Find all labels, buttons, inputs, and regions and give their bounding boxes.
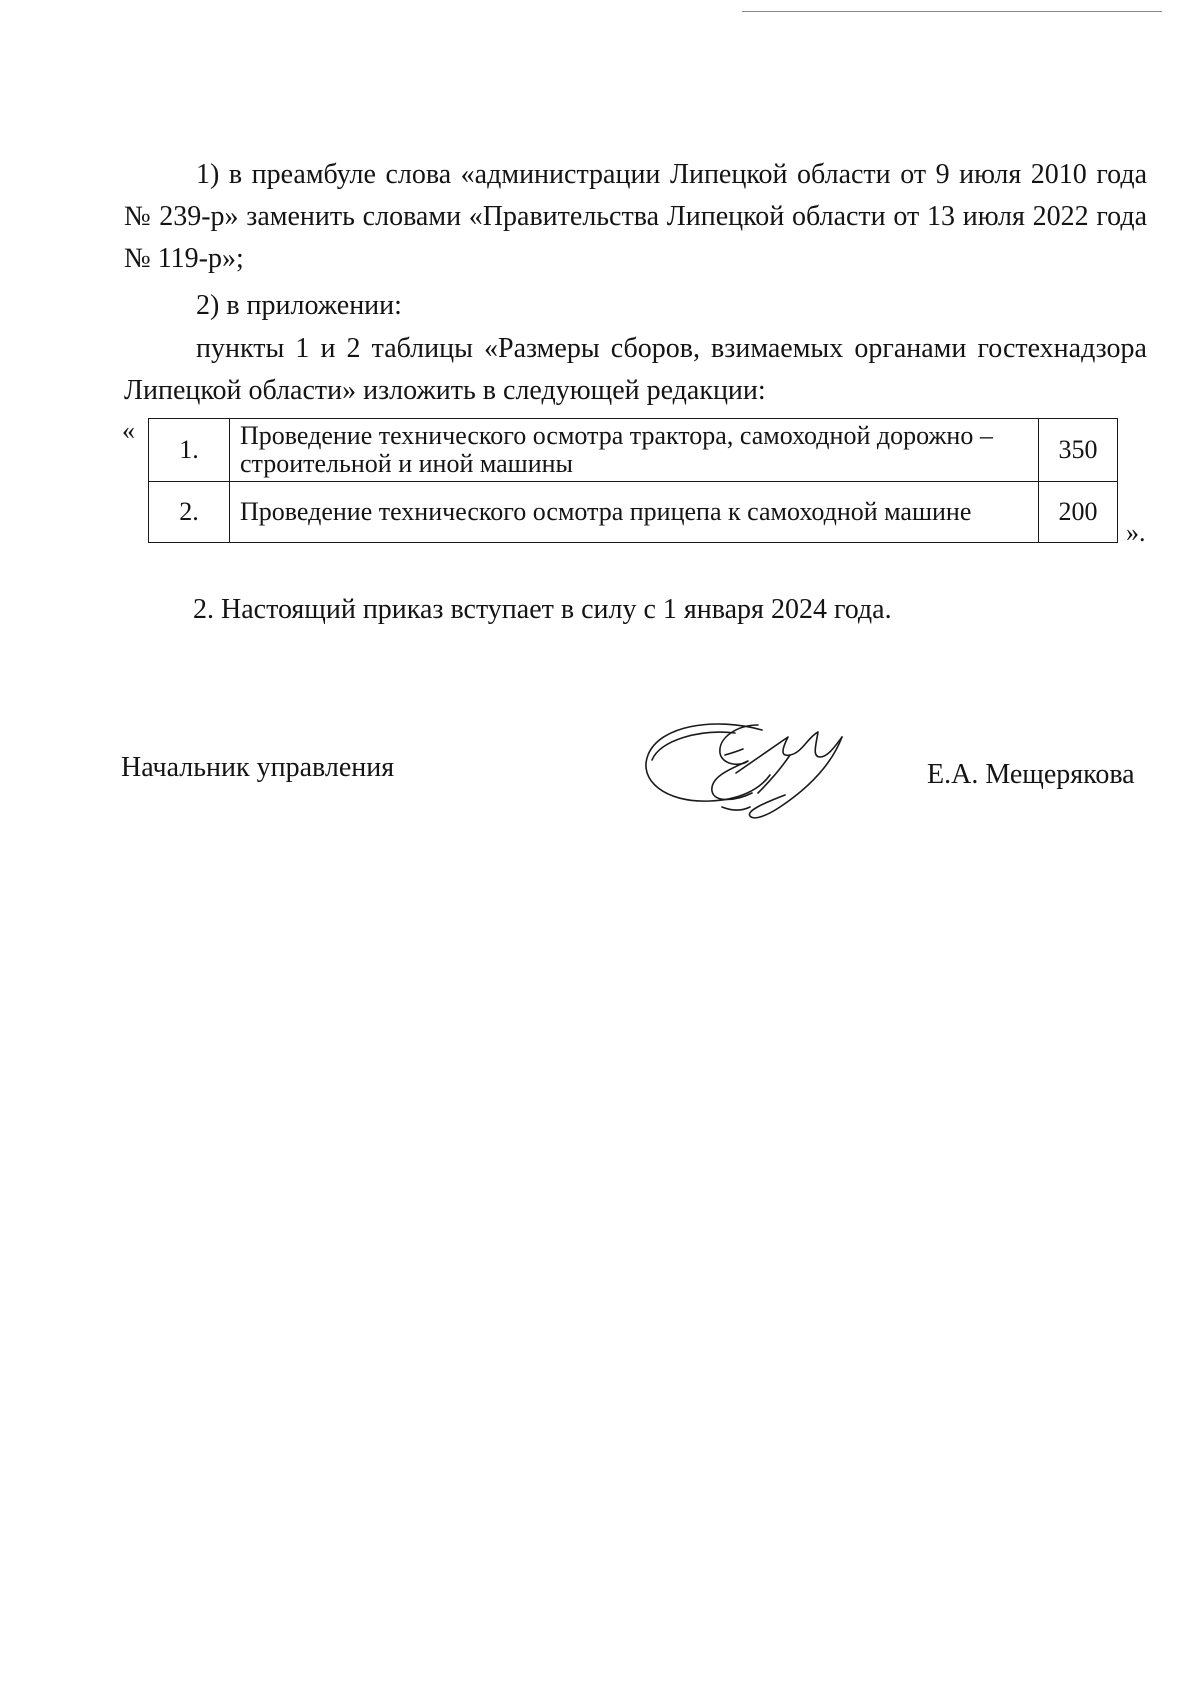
service-description: Проведение технического осмотра трактора, самоходной дорожно – строительной и иной машины — [230, 419, 1039, 482]
paragraph-preamble-change: 1) в преамбуле слова «администрации Липецкой области от 9 июля 2010 года № 239-р» заменить словами «Правительства Липецкой области от 13 июля 2022 года № 119-р»; — [124, 159, 1147, 274]
top-rule — [742, 11, 1162, 12]
signer-position: Начальник управления — [121, 752, 395, 783]
fee-amount: 200 — [1039, 482, 1118, 543]
service-description: Проведение технического осмотра прицепа к самоходной машине — [230, 482, 1039, 543]
table-row — [149, 482, 1118, 543]
row-number: 2. — [149, 482, 230, 543]
fees-table — [148, 418, 1118, 543]
quote-open: « — [122, 416, 135, 445]
handwritten-signature — [640, 715, 895, 825]
signer-name: Е.А. Мещерякова — [927, 759, 1135, 790]
table-row — [149, 419, 1118, 482]
row-number: 1. — [149, 419, 230, 482]
paragraph-effective-date: 2. Настоящий приказ вступает в силу с 1 января 2024 года. — [193, 594, 892, 625]
quote-close: ». — [1126, 518, 1146, 547]
paragraph-appendix-heading: 2) в приложении: — [196, 290, 402, 321]
paragraph-table-amendment: пункты 1 и 2 таблицы «Размеры сборов, взимаемых органами гостехнадзора Липецкой области» изложить в следующей редакции: — [124, 333, 1147, 406]
fee-amount: 350 — [1039, 419, 1118, 482]
